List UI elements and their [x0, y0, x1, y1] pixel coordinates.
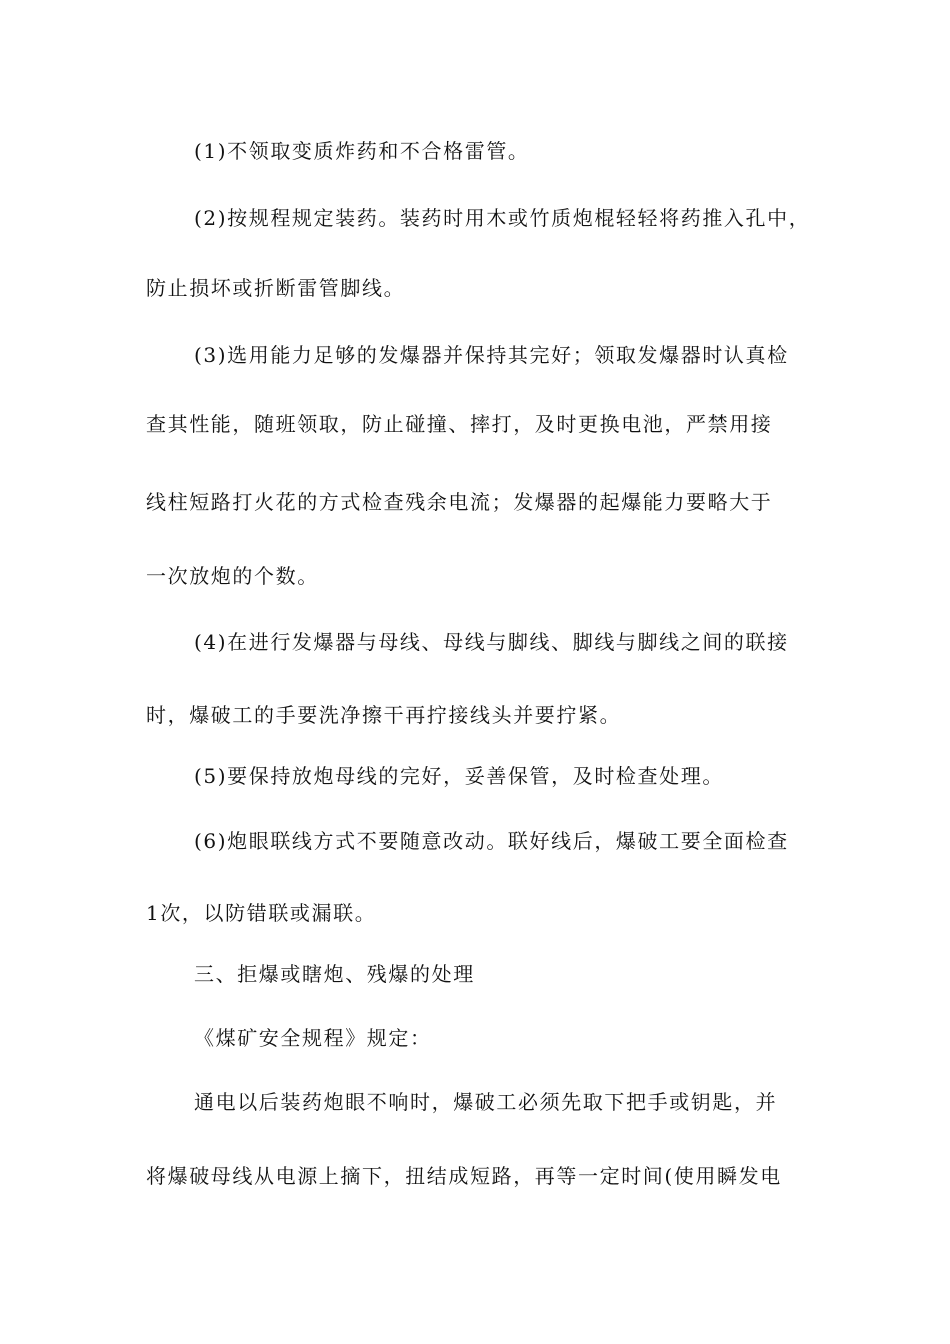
text-line: 1次，以防错联或漏联。 [146, 901, 377, 925]
section-heading: 三、拒爆或瞎炮、残爆的处理 [194, 962, 475, 986]
text-line: (2)按规程规定装药。装药时用木或竹质炮棍轻轻将药推入孔中， [194, 206, 811, 230]
text-line: 通电以后装药炮眼不响时，爆破工必须先取下把手或钥匙，并 [194, 1090, 778, 1114]
text-line: (1)不领取变质炸药和不合格雷管。 [194, 139, 530, 163]
text-line: (4)在进行发爆器与母线、母线与脚线、脚线与脚线之间的联接 [194, 630, 789, 654]
text-line: (6)炮眼联线方式不要随意改动。联好线后，爆破工要全面检查 [194, 829, 789, 853]
text-line: 将爆破母线从电源上摘下，扭结成短路，再等一定时间(使用瞬发电 [146, 1164, 782, 1188]
text-line: 防止损坏或折断雷管脚线。 [146, 276, 406, 300]
text-line: 线柱短路打火花的方式检查残余电流；发爆器的起爆能力要略大于 [146, 490, 773, 514]
text-line: 一次放炮的个数。 [146, 564, 319, 588]
text-line: 时，爆破工的手要洗净擦干再拧接线头并要拧紧。 [146, 703, 622, 727]
text-line: 查其性能，随班领取，防止碰撞、摔打，及时更换电池，严禁用接 [146, 412, 773, 436]
text-line: 《煤矿安全规程》规定： [194, 1026, 432, 1050]
text-line: (3)选用能力足够的发爆器并保持其完好；领取发爆器时认真检 [194, 343, 789, 367]
text-line: (5)要保持放炮母线的完好，妥善保管，及时检查处理。 [194, 764, 724, 788]
